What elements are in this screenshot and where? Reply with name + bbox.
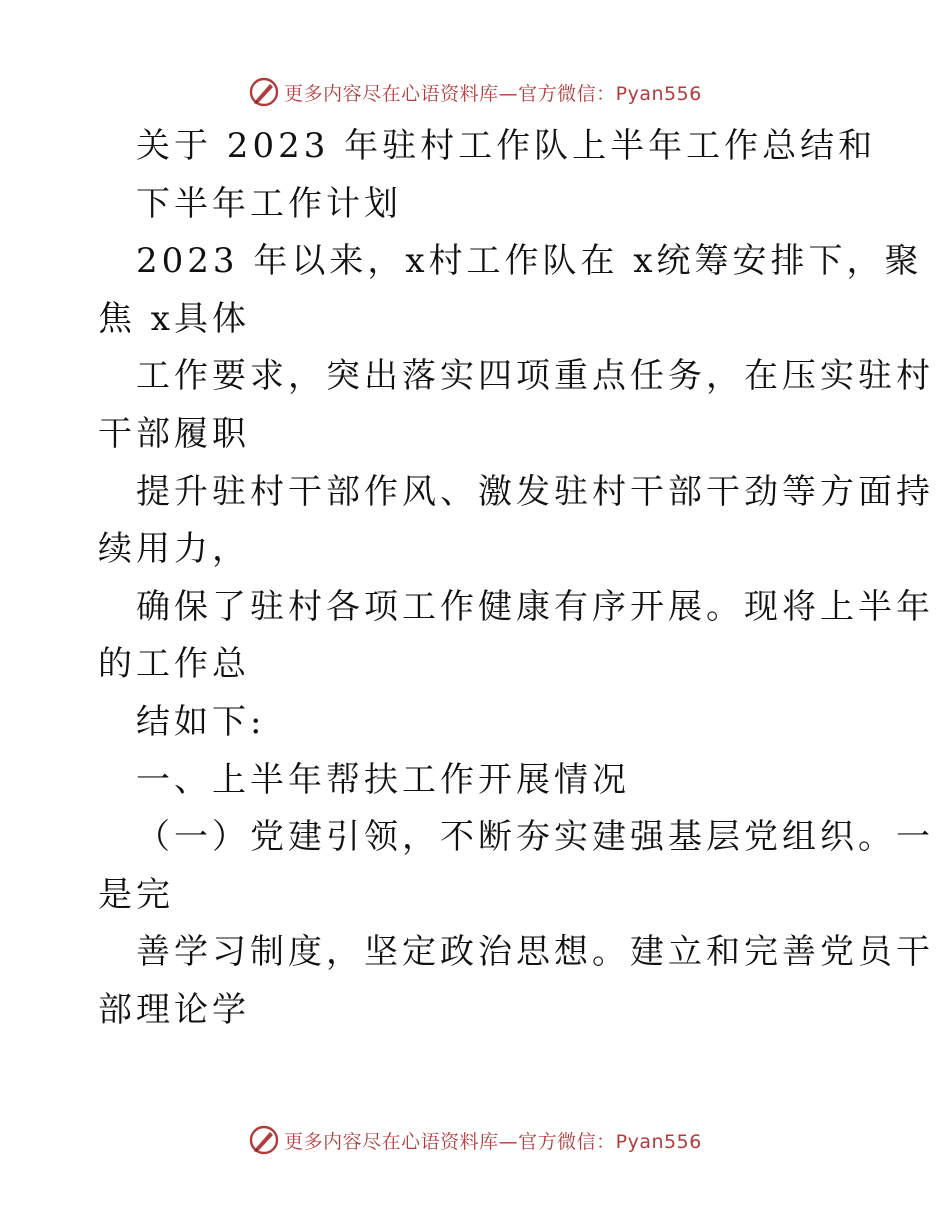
body-line: 结如下: <box>136 701 266 742</box>
body-line: 2023 年以来，x村工作队在 x统筹安排下，聚 <box>136 241 923 282</box>
body-line: 工作要求，突出落实四项重点任务，在压实驻村 <box>136 356 934 397</box>
body-line: 续用力， <box>98 529 250 570</box>
body-line: 确保了驻村各项工作健康有序开展。现将上半年 <box>136 586 934 627</box>
document-body <box>98 118 934 1040</box>
pen-logo-icon <box>248 1124 280 1156</box>
body-line: 部理论学 <box>98 989 250 1030</box>
body-line: 善学习制度，坚定政治思想。建立和完善党员干 <box>136 932 934 973</box>
pen-logo-icon <box>248 76 280 108</box>
header-watermark-text: 更多内容尽在心语资料库—官方微信：Pyan556 <box>284 82 702 105</box>
title-line-1: 关于 2023 年驻村工作队上半年工作总结和 <box>136 126 877 166</box>
header-watermark <box>0 72 950 112</box>
title-line-2: 下半年工作计划 <box>136 183 402 224</box>
footer-watermark <box>0 1120 950 1160</box>
subsection-heading: （一）党建引领，不断夯实建强基层党组织。一 <box>136 817 934 858</box>
body-line: 的工作总 <box>98 644 250 685</box>
body-line: 焦 x具体 <box>98 298 250 339</box>
section-heading: 一、上半年帮扶工作开展情况 <box>136 759 630 800</box>
body-line: 提升驻村干部作风、激发驻村干部干劲等方面持 <box>136 471 934 512</box>
body-line: 干部履职 <box>98 413 250 454</box>
footer-watermark-text: 更多内容尽在心语资料库—官方微信：Pyan556 <box>284 1130 702 1153</box>
body-line: 是完 <box>98 874 174 915</box>
